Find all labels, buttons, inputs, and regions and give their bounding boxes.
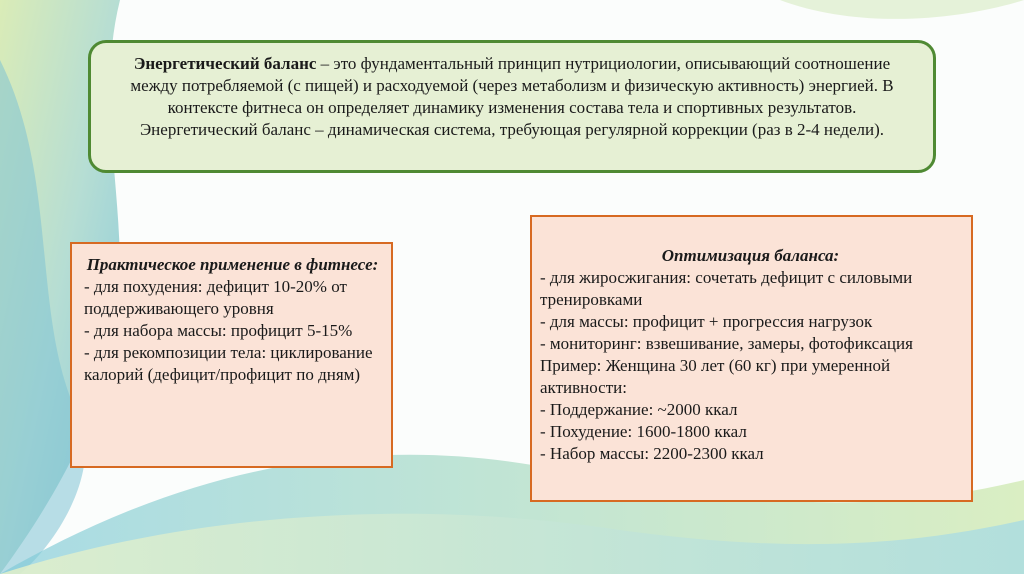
example-line: Пример: Женщина 30 лет (60 кг) при умеренной активности: (540, 356, 891, 397)
optimization-item: - Похудение: 1600-1800 ккал (540, 422, 747, 441)
practical-item: - для набора массы: профицит 5-15% (84, 321, 353, 340)
optimization-item: - для жиросжигания: сочетать дефицит с силовыми тренировками (540, 268, 913, 309)
practical-box (70, 242, 393, 468)
optimization-item: - мониторинг: взвешивание, замеры, фотофиксация (540, 334, 913, 353)
practical-title: Практическое применение в фитнесе: (86, 255, 379, 274)
optimization-title: Оптимизация баланса: (661, 246, 840, 265)
practical-item: - для рекомпозиции тела: циклирование калорий (дефицит/профицит по дням) (84, 343, 373, 384)
intro-box (88, 40, 936, 173)
optimization-box (530, 215, 973, 502)
optimization-item: - Поддержание: ~2000 ккал (540, 400, 738, 419)
optimization-item: - для массы: профицит + прогрессия нагрузок (540, 312, 873, 331)
intro-term: Энергетический баланс (133, 54, 317, 73)
practical-item: - для похудения: дефицит 10-20% от поддерживающего уровня (84, 277, 347, 318)
intro-text: – это фундаментальный принцип нутрициологии, описывающий соотношение между потребляемой (с пищей) и расходуемой (через метаболизм и физическую активность) энергией. В контексте фитнеса он определяет динамику изменения состава тела и спортивных результатов. Энергетический баланс – динамическая система, требующая регулярной коррекции (раз в 2-4 недели). (130, 54, 894, 139)
optimization-item: - Набор массы: 2200-2300 ккал (540, 444, 764, 463)
